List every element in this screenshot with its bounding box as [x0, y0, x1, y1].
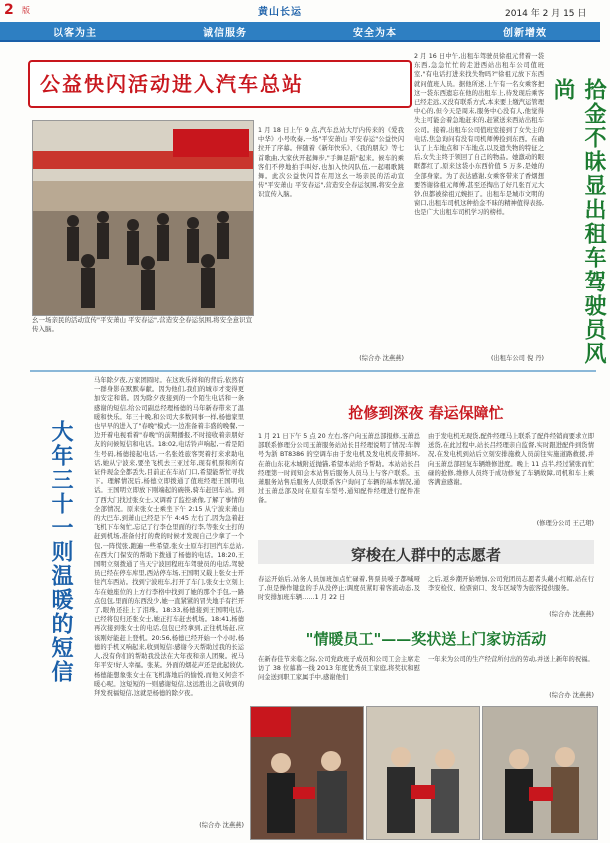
- section-divider: [30, 370, 596, 372]
- article4-body-left: 1 月 21 日下午 5 点 20 左右,客户向玉萧总部报修,玉萧总部联系修理分公司玉萧服务站站长目经理说明了情况:车牌号为浙 BT8386 的空调车由于发电机及发电机皮带损坏,在萧山东花木城附近抛锚,希望本站给予帮助。本站站长吕经理第一时间知会本站售后服务人员马上与客户联系。玉萧服务站售后服务人员联系客户询问了车辆的基本情况,通过玉萧总部及时在原有车型号,通知配件经理进行配件准备。: [258, 433, 420, 505]
- page-header: [0, 0, 600, 22]
- article4-signature: (修理分公司 王己珺): [536, 520, 594, 527]
- slogan-2: 诚信服务: [203, 27, 247, 39]
- article6-body-right: 一年来为公司的生产经营所付出的劳动,并送上新年的祝福。: [428, 656, 594, 663]
- visit-photo-1: [250, 706, 364, 840]
- slogan-3: 安全为本: [353, 27, 397, 39]
- article6-title: "情暖员工"——奖状送上门家访活动: [305, 630, 547, 648]
- article1-caption: 幺一场亲民的活动宣传"平安萧山 平安春运",营造安全春运氛围,将安全意识宣传入脑。: [32, 316, 253, 333]
- article5-signature: (综合办 沈燕燕): [549, 611, 594, 618]
- article1-signature: (综合办 沈燕燕): [359, 355, 404, 362]
- article2-vertical-title: 拾金不昧显出租车驾驶员风尚: [550, 78, 607, 366]
- article6-body-left: 在新春佳节来临之际,公司党政班子成员和公司工会主席走访了 38 位慕暮一线 2013 年度优秀员工家庭,将奖状和慰问金送到职工家属手中,感谢他们: [258, 656, 420, 682]
- newspaper-logo: 黄山长运: [258, 7, 302, 18]
- article4-title: 抢修到深夜 春运保障忙: [348, 404, 504, 422]
- article5-title: 穿梭在人群中的志愿者: [350, 546, 501, 564]
- slogan-1: 以客为主: [53, 27, 97, 39]
- article5-body-left: 春运开始后,站务人员加班加点忙碌着,售票员嗓子都喊哑了,但是操作键盘的手从没停止;调度员紧盯着客流动态,及时安排加班车辆……1 月 22 日: [258, 576, 420, 602]
- visit-photo-2: [366, 706, 480, 840]
- article3-vertical-title: 大年三十一则温暖的短信: [48, 420, 74, 684]
- article2-signature: (出租车公司 倪 丹): [491, 355, 544, 362]
- article1-body: 1 月 18 日上午 9 点,汽车总站大厅内传来的《爱我中华》小号吹奏,一场"平安萧山 平安春运"公益快闪拉开了序幕。伴随着《新年快乐》、《我的朋友》等七首歌曲,大家伙开起舞步,"手舞足蹈"起来。候车的乘客们不停地拍手叫好,也加入快闪队伍,一起唱歌跳舞。此次公益快闪旨在用这幺一场亲民的活动宣传"平安萧山 平安春运",营造安全春运氛围,将安全意识宣传入脑。: [258, 127, 404, 199]
- slogan-4: 创新增效: [503, 27, 547, 39]
- article6-signature: (综合办 沈燕燕): [549, 692, 594, 699]
- article3-body: 马年除夕夜,万家团圆时。在这欢乐祥和的背后,依然有一群身影在默默奉献。因为他们,我们的城市才变得更加安定和谐。因为除夕夜接到的一个陌生电话和一条感谢的短信,给公司副总经理杨德的马年新春带来了温暖和快乐。年三十晚,和公司大多数同事一样,杨德家里也早早的进入了"春晚"模式:一边准备着丰盛的晚餐,一边开着电视看着"春晚"的前期播报,不时接收着亲朋好友的问候短信和电话。18:02,电话铃声响起,一看是陌生号码,杨德接起电话,一名张姓旅客哭着打来求助电话,她从宁波来,要坐飞机去三亚过年,现有机票和所有证件现金全都丢失,目前正在车站门口,希望能帮忙寻找下。理解情况后,杨德立即拨通了值班经理王国明电话。王国明立即放下刚端起的碗筷,骑车赶回车站。到了西大门找过张女士,又调看了监控录像,了解了事情的全部情况。原来张女士乘坐下午 2:15 从宁波来萧山的大巴车,到萧山已经是下午 4:45 左右了,因为急着赶飞机下车匆忙,忘记了行李仓里面的行李,等张女士打的赶到机场,准备付打的费的时候才发现自己少拿了一个包,一阵慌张,跑遍一些希望,张女士原车打回汽车总站,在西大门保安的帮助下拨通了杨德的电话。18:20,王国明立刻拨通了当天宁波回程班车驾驶员的电话,驾驶员已经在停车库里,西站停车场,王国明又载上张女士开往汽车西站。找到宁波班车,打开了车门,张女士立刻上车在她座位的上方行李格中找到了她的那个手包,一路点包包,里面的东西没少,她一直紧紧的冒失地手有拦开了,眼角还挂上了泪珠。18:33,杨德接到王国明电话,已经将包归还张女士,她正打车赶去机场。18:41,杨德再次接到张女士的电话,包包已经拿到,正往机场赶,应该刚好能赶上登机。20:56,杨德已经开始一个小时,杨德的手机又响起来,收到短信:感谢今天帮助过我的长运人,没有你们的帮助我没法在大年夜和亲人团聚。祝马年平安!好人幸福。张某。外面的烟花声还是此起彼伏,杨德能想象张女士在飞机落地后的愉悦,而他又何尝不暖心呢。这短短的一则感谢短信,这远胜出之前收到的拜发祝福短信,这就是杨德的除夕夜。: [94, 377, 244, 697]
- article3-signature: (综合办 沈燕燕): [199, 822, 244, 829]
- article1-photo: [32, 120, 254, 316]
- article4-body-right: 由于发电机无现货,配件经理马上联系了配件经销商要求立即送货,在此过程中,站长吕经理亲自监督,实时跟进配件到货情况,在发电机到站后立刻安排施救人员前往实施道路救援,并向玉萧总部回复车辆维修进度。晚上 11 点半,经过紧张而忙碌的抢修,维修人员终于成功修复了车辆故障,司机和车上乘客满意感谢。: [428, 433, 594, 487]
- article5-body-right: 之后,返乡潮开始增加,公司党团员志愿者头戴小红帽,站在行李安检仪、检票窗口、发车区域等为旅客提供服务。: [428, 576, 594, 593]
- slogan-bar: [0, 22, 600, 42]
- article1-title: 公益快闪活动进入汽车总站: [40, 72, 304, 96]
- page-suffix: 版: [22, 6, 30, 15]
- article1-title-box: [40, 68, 412, 98]
- visit-photo-3: [482, 706, 598, 840]
- article2-body: 2 月 16 日中午,出租车驾驶员徐祖元背着一袋东西,急急忙忙的走进西站出租车公司值班室,"有电话打进来找失物吗?"徐祖元放下东西就问值班人员。据他所述,上午有一名女乘客把这一袋东西遗忘在他的出租车上,待发现后乘客已经走远,又没有联系方式,本来要上缴汽运管理中心的,但今天是周末,服务中心没有人,他觉得失主可能会着急地赶来的,赶紧送来西站出租车公司。接着,出租车公司值班室接到了女失主的电话,焦急询问有没有司机师傅捡到东西。在确认了上车地点和下车地点,以及遗失物的特征之后,女失主终于领回了自己的物品。她激动的眼眶都红了,原来这袋小东西价值 5 万多,是她的全部身家。为了表达感谢,女乘客带来了香烟想要答谢徐祖元师傅,甚至还掏出了好几张百元大钞,但都被徐祖元婉拒了。出租车是城市文明的窗口,出租车司机这种拾金不昧的精神值得表扬,也是广大出租车司机学习的榜样。: [414, 53, 544, 217]
- page-number: 2: [4, 2, 14, 18]
- issue-date: 2014 年 2 月 15 日: [505, 9, 587, 19]
